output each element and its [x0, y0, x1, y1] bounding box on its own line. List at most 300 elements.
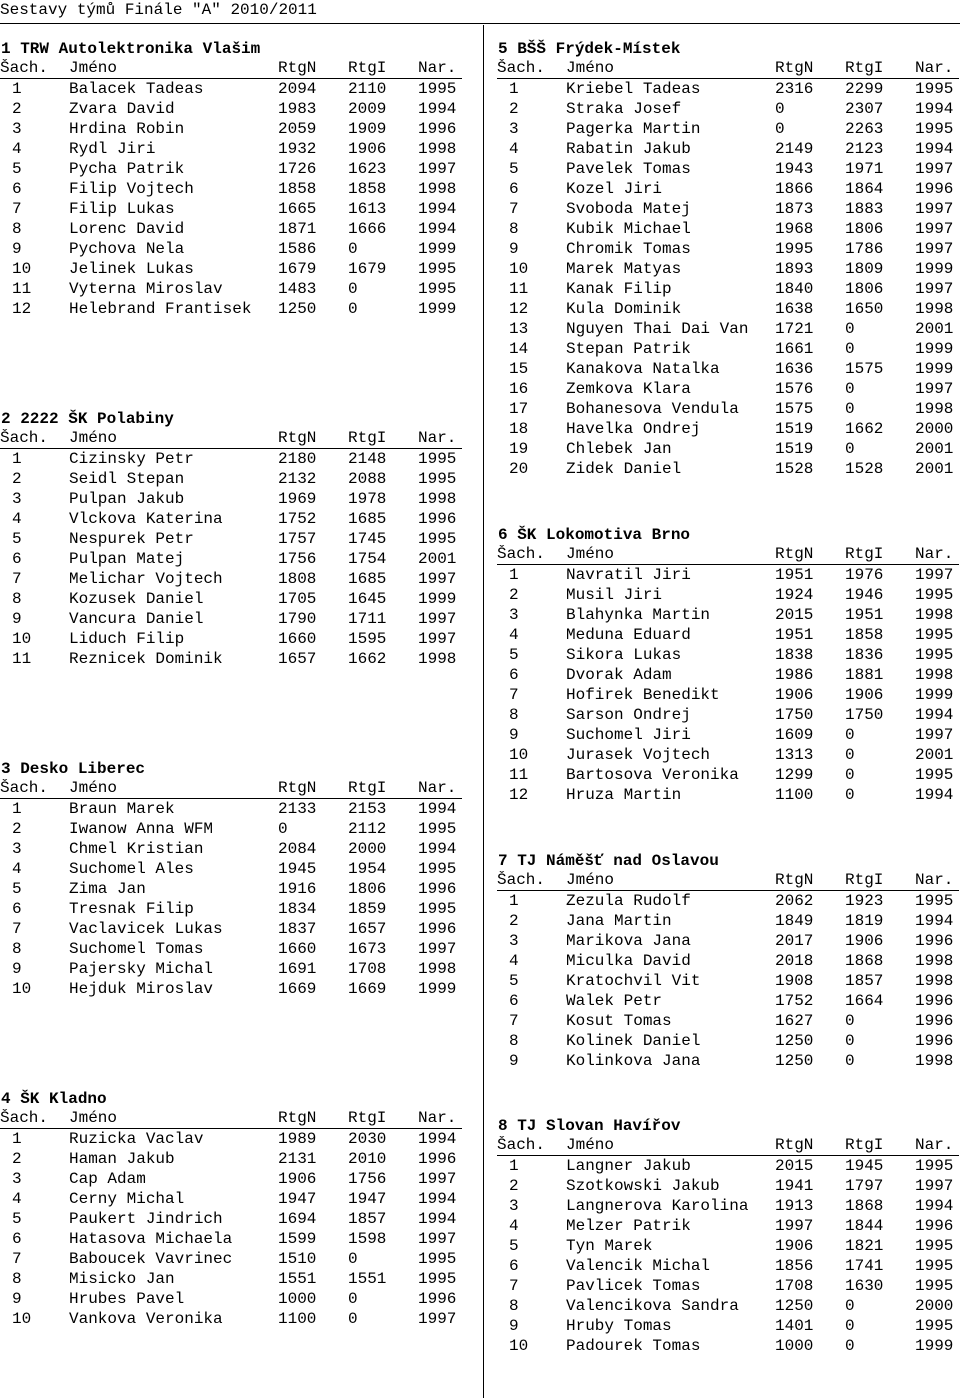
- rating-international: 2123: [845, 140, 884, 158]
- table-row: [0, 1149, 462, 1169]
- rating-national: 1790: [278, 610, 317, 628]
- rating-national: 1250: [775, 1032, 814, 1050]
- board-number: 8: [509, 220, 519, 238]
- table-row: [0, 449, 462, 470]
- player-name: Kratochvil Vit: [566, 972, 701, 990]
- rating-national: 2094: [278, 80, 317, 98]
- table-row: [0, 1169, 462, 1189]
- table-row: [0, 629, 462, 649]
- birth-year: 1995: [418, 260, 457, 278]
- player-name: Kubik Michael: [566, 220, 691, 238]
- birth-year: 1995: [915, 1317, 954, 1335]
- rating-international: 1946: [845, 586, 884, 604]
- table-row: [497, 379, 959, 399]
- header-rtgi: RtgI: [348, 1109, 418, 1129]
- table-row: [497, 279, 959, 299]
- team-block: [0, 759, 462, 999]
- birth-year: 1997: [915, 160, 954, 178]
- rating-national: 1837: [278, 920, 317, 938]
- header-name: Jméno: [69, 779, 278, 799]
- rating-international: 1645: [348, 590, 387, 608]
- rating-international: 1679: [348, 260, 387, 278]
- rating-international: 1708: [348, 960, 387, 978]
- roster-table: [0, 1109, 462, 1329]
- rating-national: 1665: [278, 200, 317, 218]
- roster-table: [0, 59, 462, 319]
- rating-international: 2263: [845, 120, 884, 138]
- rating-national: 1000: [278, 1290, 317, 1308]
- table-header-row: [497, 1136, 959, 1156]
- player-name: Vlckova Katerina: [69, 510, 223, 528]
- rating-international: 1685: [348, 510, 387, 528]
- birth-year: 1999: [418, 300, 457, 318]
- rating-national: 1660: [278, 630, 317, 648]
- rating-international: 1797: [845, 1177, 884, 1195]
- rating-international: 2009: [348, 100, 387, 118]
- table-row: [497, 439, 959, 459]
- board-number: 7: [12, 1250, 22, 1268]
- birth-year: 1997: [915, 380, 954, 398]
- player-name: Meduna Eduard: [566, 626, 691, 644]
- player-name: Zemkova Klara: [566, 380, 691, 398]
- board-number: 7: [509, 686, 519, 704]
- rating-national: 0: [775, 100, 785, 118]
- board-number: 2: [12, 820, 22, 838]
- rating-international: 1909: [348, 120, 387, 138]
- table-row: [497, 565, 959, 586]
- birth-year: 1998: [915, 606, 954, 624]
- player-name: Pavlicek Tomas: [566, 1277, 701, 1295]
- player-name: Kolinkova Jana: [566, 1052, 701, 1070]
- rating-international: 0: [845, 1032, 855, 1050]
- player-name: Helebrand Frantisek: [69, 300, 252, 318]
- table-row: [497, 319, 959, 339]
- rating-national: 1849: [775, 912, 814, 930]
- rating-international: 1666: [348, 220, 387, 238]
- rating-international: 1595: [348, 630, 387, 648]
- table-row: [0, 489, 462, 509]
- player-name: Haman Jakub: [69, 1150, 175, 1168]
- board-number: 3: [509, 120, 519, 138]
- rating-national: 1752: [775, 992, 814, 1010]
- header-board: Šach.: [0, 59, 69, 79]
- rating-national: 1906: [775, 1237, 814, 1255]
- header-year: Nar.: [915, 871, 959, 891]
- header-rtgn: RtgN: [278, 429, 348, 449]
- header-name: Jméno: [69, 429, 278, 449]
- rating-national: 1669: [278, 980, 317, 998]
- rating-international: 1754: [348, 550, 387, 568]
- birth-year: 1998: [915, 952, 954, 970]
- header-year: Nar.: [915, 545, 959, 565]
- header-rtgn: RtgN: [775, 59, 845, 79]
- team-name: 8 TJ Slovan Havířov: [498, 1117, 681, 1135]
- birth-year: 2001: [915, 440, 954, 458]
- table-row: [497, 991, 959, 1011]
- board-number: 13: [509, 320, 529, 338]
- player-name: Walek Petr: [566, 992, 663, 1010]
- player-name: Rydl Jiri: [69, 140, 156, 158]
- board-number: 6: [509, 992, 519, 1010]
- rating-international: 1551: [348, 1270, 387, 1288]
- board-number: 1: [12, 450, 22, 468]
- rating-international: 1868: [845, 1197, 884, 1215]
- player-name: Baboucek Vavrinec: [69, 1250, 233, 1268]
- table-row: [497, 1256, 959, 1276]
- header-year: Nar.: [418, 429, 462, 449]
- table-row: [497, 911, 959, 931]
- rating-national: 2018: [775, 952, 814, 970]
- rating-international: 1528: [845, 460, 884, 478]
- player-name: Kozusek Daniel: [69, 590, 204, 608]
- board-number: 6: [12, 900, 22, 918]
- table-row: [0, 1189, 462, 1209]
- team-name: 3 Desko Liberec: [1, 760, 146, 778]
- rating-international: 0: [845, 400, 855, 418]
- header-rtgi: RtgI: [845, 1136, 915, 1156]
- player-name: Nespurek Petr: [69, 530, 194, 548]
- player-name: Zezula Rudolf: [566, 892, 691, 910]
- rating-international: 0: [348, 1290, 358, 1308]
- rating-international: 1806: [845, 280, 884, 298]
- table-header-row: [0, 429, 462, 449]
- rating-international: 1978: [348, 490, 387, 508]
- birth-year: 1995: [915, 892, 954, 910]
- board-number: 14: [509, 340, 529, 358]
- rating-national: 2132: [278, 470, 317, 488]
- rating-national: 1951: [775, 566, 814, 584]
- table-row: [0, 859, 462, 879]
- rating-national: 1906: [775, 686, 814, 704]
- player-name: Padourek Tomas: [566, 1337, 701, 1355]
- rating-national: 2062: [775, 892, 814, 910]
- table-header-row: [0, 779, 462, 799]
- rating-national: 1873: [775, 200, 814, 218]
- board-number: 1: [12, 1130, 22, 1148]
- header-year: Nar.: [915, 59, 959, 79]
- player-name: Misicko Jan: [69, 1270, 175, 1288]
- birth-year: 1996: [915, 180, 954, 198]
- player-name: Balacek Tadeas: [69, 80, 204, 98]
- player-name: Marikova Jana: [566, 932, 691, 950]
- board-number: 6: [12, 180, 22, 198]
- player-name: Valencikova Sandra: [566, 1297, 739, 1315]
- table-header-row: [0, 1109, 462, 1129]
- board-number: 18: [509, 420, 529, 438]
- rating-national: 1858: [278, 180, 317, 198]
- rating-international: 0: [845, 746, 855, 764]
- board-number: 9: [12, 960, 22, 978]
- table-row: [0, 159, 462, 179]
- rating-international: 1821: [845, 1237, 884, 1255]
- rating-national: 1834: [278, 900, 317, 918]
- birth-year: 1997: [915, 726, 954, 744]
- team-block: [497, 39, 959, 479]
- table-row: [0, 139, 462, 159]
- birth-year: 1996: [418, 1290, 457, 1308]
- player-name: Stepan Patrik: [566, 340, 691, 358]
- table-row: [497, 199, 959, 219]
- board-number: 10: [12, 980, 32, 998]
- player-name: Hatasova Michaela: [69, 1230, 233, 1248]
- player-name: Braun Marek: [69, 800, 175, 818]
- birth-year: 1995: [915, 766, 954, 784]
- rating-international: 2010: [348, 1150, 387, 1168]
- rating-national: 1679: [278, 260, 317, 278]
- rating-national: 2131: [278, 1150, 317, 1168]
- birth-year: 1994: [915, 1197, 954, 1215]
- table-row: [497, 1296, 959, 1316]
- birth-year: 1995: [418, 820, 457, 838]
- rating-national: 1705: [278, 590, 317, 608]
- table-row: [497, 665, 959, 685]
- header-board: Šach.: [497, 1136, 566, 1156]
- birth-year: 1995: [418, 470, 457, 488]
- board-number: 9: [509, 240, 519, 258]
- rating-national: 1694: [278, 1210, 317, 1228]
- birth-year: 1998: [915, 1052, 954, 1070]
- player-name: Seidl Stepan: [69, 470, 185, 488]
- table-row: [497, 625, 959, 645]
- player-name: Suchomel Jiri: [566, 726, 691, 744]
- birth-year: 1998: [915, 400, 954, 418]
- rating-international: 1786: [845, 240, 884, 258]
- rating-national: 2059: [278, 120, 317, 138]
- birth-year: 1996: [418, 1150, 457, 1168]
- player-name: Navratil Jiri: [566, 566, 691, 584]
- player-name: Vaclavicek Lukas: [69, 920, 223, 938]
- player-name: Kriebel Tadeas: [566, 80, 701, 98]
- rating-national: 1906: [278, 1170, 317, 1188]
- rating-national: 1866: [775, 180, 814, 198]
- rating-international: 2299: [845, 80, 884, 98]
- birth-year: 1999: [418, 240, 457, 258]
- board-number: 4: [509, 1217, 519, 1235]
- birth-year: 1998: [915, 972, 954, 990]
- rating-national: 1808: [278, 570, 317, 588]
- rating-international: 1745: [348, 530, 387, 548]
- rating-national: 1995: [775, 240, 814, 258]
- table-row: [497, 891, 959, 912]
- birth-year: 1998: [915, 300, 954, 318]
- rating-international: 1662: [845, 420, 884, 438]
- rating-international: 1858: [845, 626, 884, 644]
- player-name: Cizinsky Petr: [69, 450, 194, 468]
- roster-table: [0, 779, 462, 999]
- player-name: Melichar Vojtech: [69, 570, 223, 588]
- rating-national: 1576: [775, 380, 814, 398]
- header-year: Nar.: [915, 1136, 959, 1156]
- birth-year: 1995: [418, 80, 457, 98]
- table-row: [0, 609, 462, 629]
- board-number: 6: [12, 1230, 22, 1248]
- rating-national: 0: [278, 820, 288, 838]
- rating-national: 1750: [775, 706, 814, 724]
- board-number: 4: [12, 140, 22, 158]
- rating-international: 1819: [845, 912, 884, 930]
- player-name: Straka Josef: [566, 100, 682, 118]
- board-number: 8: [12, 590, 22, 608]
- board-number: 4: [509, 140, 519, 158]
- player-name: Chlebek Jan: [566, 440, 672, 458]
- player-name: Reznicek Dominik: [69, 650, 223, 668]
- board-number: 10: [509, 746, 529, 764]
- player-name: Hrdina Robin: [69, 120, 185, 138]
- board-number: 5: [12, 160, 22, 178]
- rating-national: 1551: [278, 1270, 317, 1288]
- rating-national: 1893: [775, 260, 814, 278]
- table-row: [497, 1216, 959, 1236]
- player-name: Bartosova Veronika: [566, 766, 739, 784]
- birth-year: 1995: [915, 1157, 954, 1175]
- player-name: Vancura Daniel: [69, 610, 204, 628]
- player-name: Sarson Ondrej: [566, 706, 691, 724]
- birth-year: 1997: [915, 1177, 954, 1195]
- birth-year: 1998: [418, 650, 457, 668]
- board-number: 4: [12, 510, 22, 528]
- board-number: 11: [12, 280, 32, 298]
- header-rtgn: RtgN: [278, 779, 348, 799]
- team-block: [497, 851, 959, 1071]
- player-name: Miculka David: [566, 952, 691, 970]
- birth-year: 2001: [915, 746, 954, 764]
- table-row: [0, 1129, 462, 1150]
- player-name: Pavelek Tomas: [566, 160, 691, 178]
- birth-year: 1995: [418, 860, 457, 878]
- table-row: [497, 645, 959, 665]
- rating-international: 1954: [348, 860, 387, 878]
- birth-year: 2001: [418, 550, 457, 568]
- rating-international: 0: [845, 1297, 855, 1315]
- board-number: 9: [12, 610, 22, 628]
- table-row: [0, 1229, 462, 1249]
- player-name: Zidek Daniel: [566, 460, 682, 478]
- player-name: Filip Vojtech: [69, 180, 194, 198]
- rating-international: 2153: [348, 800, 387, 818]
- board-number: 16: [509, 380, 529, 398]
- rating-international: 1945: [845, 1157, 884, 1175]
- birth-year: 1995: [915, 1277, 954, 1295]
- rating-national: 1000: [775, 1337, 814, 1355]
- board-number: 20: [509, 460, 529, 478]
- birth-year: 1999: [915, 260, 954, 278]
- rating-national: 1838: [775, 646, 814, 664]
- player-name: Blahynka Martin: [566, 606, 711, 624]
- rating-national: 1913: [775, 1197, 814, 1215]
- birth-year: 1996: [915, 992, 954, 1010]
- birth-year: 1997: [418, 1310, 457, 1328]
- rating-national: 2084: [278, 840, 317, 858]
- header-name: Jméno: [69, 1109, 278, 1129]
- board-number: 3: [509, 606, 519, 624]
- rating-national: 1313: [775, 746, 814, 764]
- table-row: [0, 1209, 462, 1229]
- birth-year: 1994: [418, 100, 457, 118]
- board-number: 6: [509, 1257, 519, 1275]
- table-row: [0, 839, 462, 859]
- board-number: 8: [12, 220, 22, 238]
- player-name: Liduch Filip: [69, 630, 185, 648]
- table-row: [497, 1336, 959, 1356]
- birth-year: 1995: [418, 1250, 457, 1268]
- rating-national: 1752: [278, 510, 317, 528]
- birth-year: 1996: [418, 880, 457, 898]
- rating-national: 2017: [775, 932, 814, 950]
- table-row: [497, 765, 959, 785]
- rating-international: 1864: [845, 180, 884, 198]
- player-name: Chromik Tomas: [566, 240, 691, 258]
- rating-international: 0: [845, 1337, 855, 1355]
- board-number: 11: [509, 280, 529, 298]
- board-number: 7: [509, 200, 519, 218]
- rating-international: 2112: [348, 820, 387, 838]
- board-number: 15: [509, 360, 529, 378]
- player-name: Jurasek Vojtech: [566, 746, 711, 764]
- board-number: 4: [12, 1190, 22, 1208]
- birth-year: 1999: [915, 1337, 954, 1355]
- board-number: 5: [12, 880, 22, 898]
- rating-international: 0: [845, 320, 855, 338]
- birth-year: 1995: [418, 280, 457, 298]
- birth-year: 1994: [418, 220, 457, 238]
- player-name: Szotkowski Jakub: [566, 1177, 720, 1195]
- board-number: 9: [509, 726, 519, 744]
- title-rule: [0, 23, 960, 24]
- header-year: Nar.: [418, 1109, 462, 1129]
- header-rtgn: RtgN: [775, 545, 845, 565]
- rating-national: 1757: [278, 530, 317, 548]
- table-row: [0, 119, 462, 139]
- table-row: [0, 1289, 462, 1309]
- team-name: 2 2222 ŠK Polabiny: [1, 410, 174, 428]
- birth-year: 1994: [418, 1210, 457, 1228]
- birth-year: 1995: [418, 450, 457, 468]
- birth-year: 1994: [915, 100, 954, 118]
- rating-national: 2015: [775, 1157, 814, 1175]
- board-number: 10: [12, 1310, 32, 1328]
- player-name: Nguyen Thai Dai Van: [566, 320, 749, 338]
- rating-national: 1519: [775, 420, 814, 438]
- rating-national: 1636: [775, 360, 814, 378]
- board-number: 3: [12, 120, 22, 138]
- birth-year: 2001: [915, 320, 954, 338]
- table-row: [497, 99, 959, 119]
- board-number: 11: [509, 766, 529, 784]
- rating-international: 1662: [348, 650, 387, 668]
- table-row: [0, 1309, 462, 1329]
- rating-national: 1969: [278, 490, 317, 508]
- board-number: 5: [509, 1237, 519, 1255]
- table-row: [497, 1156, 959, 1177]
- rating-international: 1976: [845, 566, 884, 584]
- header-year: Nar.: [418, 59, 462, 79]
- board-number: 10: [509, 260, 529, 278]
- rating-international: 2307: [845, 100, 884, 118]
- roster-table: [497, 871, 959, 1071]
- player-name: Hruby Tomas: [566, 1317, 672, 1335]
- birth-year: 1997: [418, 630, 457, 648]
- table-row: [0, 1269, 462, 1289]
- birth-year: 1999: [418, 590, 457, 608]
- header-rtgn: RtgN: [775, 1136, 845, 1156]
- rating-international: 1623: [348, 160, 387, 178]
- birth-year: 1994: [418, 1190, 457, 1208]
- table-row: [0, 1249, 462, 1269]
- team-block: [0, 1089, 462, 1329]
- board-number: 2: [509, 586, 519, 604]
- rating-national: 1943: [775, 160, 814, 178]
- rating-national: 1721: [775, 320, 814, 338]
